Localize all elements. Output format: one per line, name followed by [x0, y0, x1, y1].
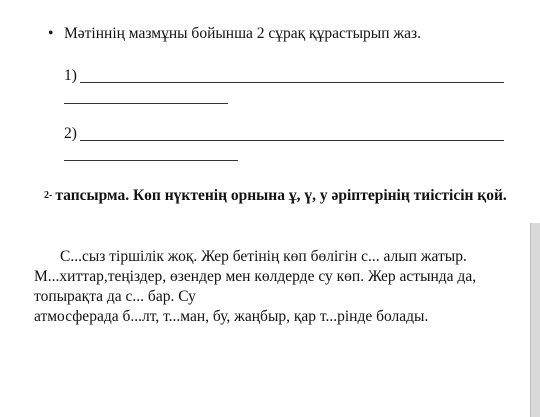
paragraph-line: атмосферада б...лт, т...ман, бу, жаңбыр, қар т...рінде болады. [34, 308, 429, 325]
answer-2-line-b[interactable] [64, 160, 238, 161]
instruction [48, 24, 421, 44]
paragraph-line: С...сыз тіршілік жоқ. Жер бетінің көп бөлігін с... алып жатыр. [60, 248, 467, 265]
paragraph-line: топырақта да с... бар. Су [34, 288, 196, 305]
answer-2-label: 2) [64, 125, 77, 142]
task-heading [44, 186, 514, 206]
answer-1-label: 1) [64, 67, 77, 84]
paragraph-line: М...хиттар,теңіздер, өзендер мен көлдерде су көп. Жер астында да, [34, 268, 477, 285]
answer-1-line-a[interactable] [80, 82, 504, 83]
answer-1-line-b[interactable] [64, 103, 228, 104]
answer-2-line-a[interactable] [80, 140, 504, 141]
bullet-icon: • [48, 25, 54, 42]
instruction-text: Мәтіннің мазмұны бойынша 2 сұрақ құрастырып жаз. [64, 25, 421, 42]
exercise-paragraph [34, 247, 504, 327]
scrollbar[interactable] [530, 223, 540, 417]
task-title: тапсырма. Көп нүктенің орнына ұ, ү, у әріптерінің тиістісін қой. [55, 187, 507, 204]
task-number: 2- [44, 190, 53, 201]
